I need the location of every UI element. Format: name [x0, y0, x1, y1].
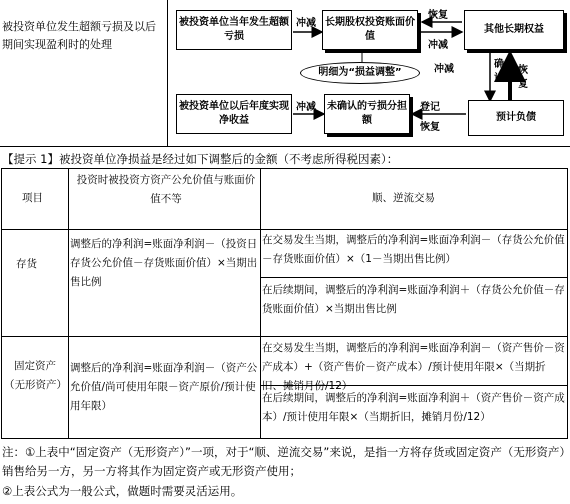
col-line-2	[260, 169, 261, 438]
row-fixed-asset-col2: 调整后的净利润=账面净利润－（资产公允价值/尚可使用年限－资产原价/预计使用年限）	[70, 362, 258, 412]
header-fair-value: 投资时被投资方资产公允价值与账面价值不等	[76, 174, 256, 205]
diagram	[172, 2, 568, 144]
oval-detail: 明细为“损益调整”	[300, 62, 420, 84]
header-item: 项目	[22, 192, 43, 204]
box-lt-equity-investment: 长期股权投资账面价值	[322, 10, 418, 50]
label-restore-2: 恢复	[518, 65, 528, 90]
tip-line: 【提示 1】被投资单位净损益是经过如下调整后的金额（不考虑所得税因素）：	[2, 152, 399, 166]
label-offset-4: 冲减	[434, 64, 454, 75]
subrow-line-1	[260, 277, 567, 278]
box-excess-loss: 被投资单位当年发生超额亏损	[176, 10, 292, 50]
row-inventory-col3a: 在交易发生当期，调整后的净利润=账面净利润－（存货公允价值－存货账面价值）×（1－当期出售比例）	[262, 234, 565, 265]
note-2: ②上表公式为一般公式，做题时需要灵活运用。	[2, 484, 243, 498]
row-line-1	[2, 229, 567, 230]
top-left-text: 被投资单位发生超额亏损及以后期间实现盈利时的处理	[2, 20, 156, 51]
label-restore-3: 恢复	[420, 122, 440, 133]
label-restore-1: 恢复	[428, 10, 448, 21]
label-offset-2: 冲减	[428, 40, 448, 51]
box-unrecognized-loss: 未确认的亏损分担额	[324, 94, 410, 134]
col-line-1	[68, 169, 69, 438]
row-fixed-asset-item: 固定资产（无形资产）	[4, 360, 67, 391]
note-1: 注：①上表中“固定资产（无形资产）”一项，对于“顺、逆流交易”来说，是指一方将存货或固定资产（无形资产）销售给另一方，另一方将其作为固定资产或无形资产使用；	[2, 445, 566, 478]
row-fixed-asset-col3a: 在交易发生当期，调整后的净利润=账面净利润－（资产售价－资产成本）+（资产售价－资产成本）/预计使用年限×（当期折旧、摊销月份/12）	[262, 342, 565, 392]
box-estimated-liability: 预计负债	[468, 100, 564, 136]
top-divider	[167, 0, 168, 146]
box-later-net-income: 被投资单位以后年度实现净收益	[176, 94, 292, 134]
box-other-lt-equity: 其他长期权益	[464, 10, 564, 50]
label-offset-3: 冲减	[296, 102, 316, 113]
row-line-2	[2, 336, 567, 337]
row-inventory-item: 存货	[16, 258, 37, 270]
label-offset-1: 冲减	[296, 18, 316, 29]
adjustment-table	[1, 168, 568, 439]
header-upstream-downstream: 顺、逆流交易	[372, 192, 435, 204]
row-fixed-asset-col3b: 在后续期间，调整后的净利润=账面净利润＋（资产售价－资产成本）/预计使用年限×（当期折旧，摊销月份/12）	[262, 392, 565, 423]
label-confirm: 确认	[494, 59, 504, 84]
label-register: 登记	[420, 102, 440, 113]
row-inventory-col2: 调整后的净利润=账面净利润－（投资日存货公允价值－存货账面价值）×当期出售比例	[70, 238, 258, 288]
row-inventory-col3b: 在后续期间，调整后的净利润=账面净利润＋（存货公允价值－存货账面价值）×当期出售比例	[262, 284, 565, 315]
